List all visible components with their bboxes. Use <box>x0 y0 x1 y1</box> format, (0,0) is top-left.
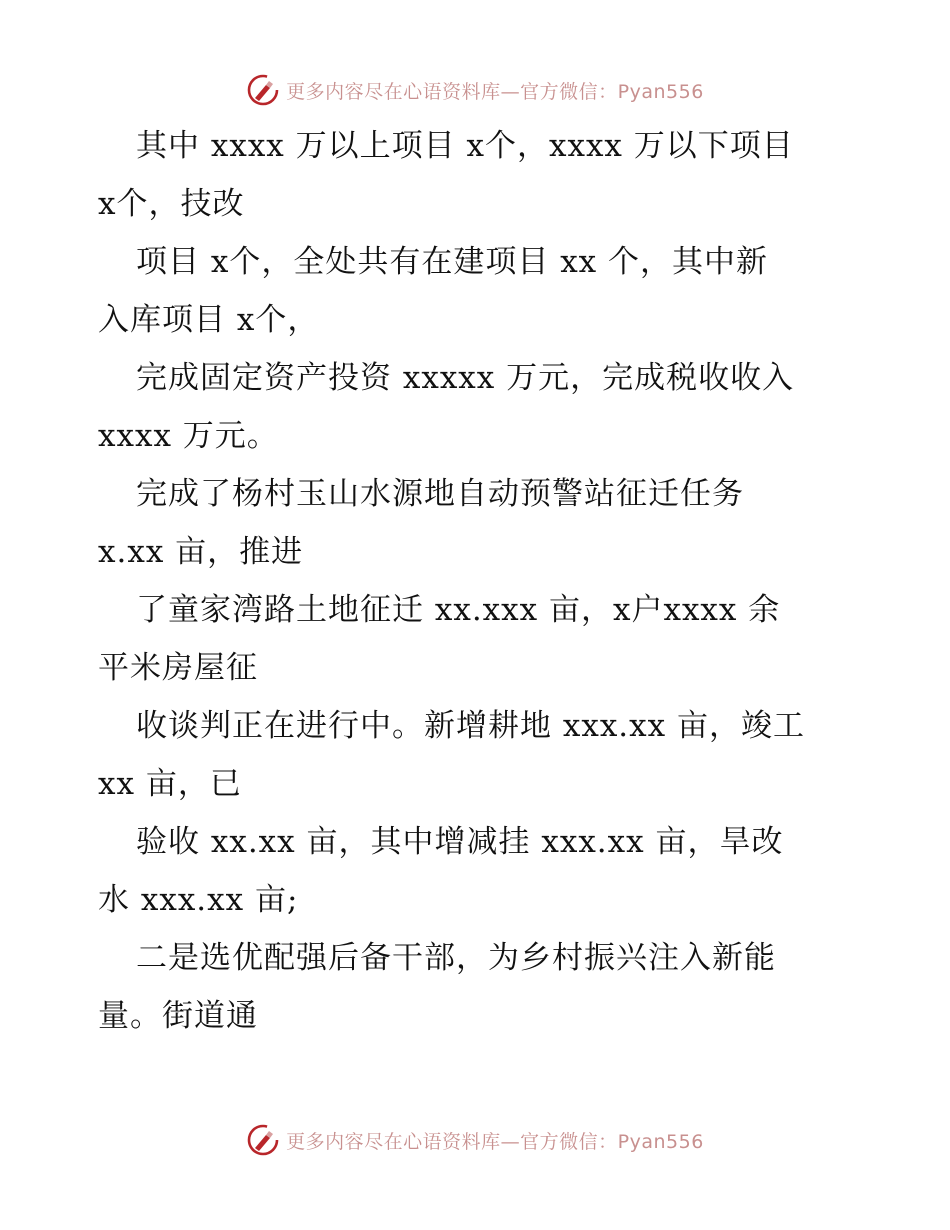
text-line: 项目 x个，全处共有在建项目 xx 个，其中新 <box>136 244 769 280</box>
text-line: x个，技改 <box>98 186 245 222</box>
text-line: 收谈判正在进行中。新增耕地 xxx.xx 亩，竣工 <box>136 708 805 744</box>
text-line: 了童家湾路土地征迁 xx.xxx 亩，x户xxxx 余 <box>136 592 781 628</box>
pen-logo-icon <box>246 1123 280 1157</box>
pen-logo-icon <box>246 73 280 107</box>
wechat-id: Pyan556 <box>617 1130 704 1153</box>
watermark-text: 更多内容尽在心语资料库—官方微信：Pyan556 <box>286 80 704 103</box>
header-watermark <box>0 70 950 110</box>
text-line: 入库项目 x个， <box>98 302 320 338</box>
text-line: x.xx 亩，推进 <box>98 534 304 570</box>
text-line: 其中 xxxx 万以上项目 x个，xxxx 万以下项目 <box>136 128 794 164</box>
text-line: xxxx 万元。 <box>98 418 279 454</box>
text-line: 完成了杨村玉山水源地自动预警站征迁任务 <box>136 476 744 512</box>
text-line: 二是选优配强后备干部，为乡村振兴注入新能 <box>136 940 776 976</box>
text-line: xx 亩，已 <box>98 766 242 802</box>
text-line: 验收 xx.xx 亩，其中增减挂 xxx.xx 亩，旱改 <box>136 824 784 860</box>
text-line: 水 xxx.xx 亩; <box>98 882 299 918</box>
text-line: 平米房屋征 <box>98 650 258 686</box>
text-line: 量。街道通 <box>98 998 258 1034</box>
document-body <box>98 117 858 1045</box>
watermark-text: 更多内容尽在心语资料库—官方微信：Pyan556 <box>286 1130 704 1153</box>
text-line: 完成固定资产投资 xxxxx 万元，完成税收收入 <box>136 360 795 396</box>
wechat-id: Pyan556 <box>617 80 704 103</box>
footer-watermark <box>0 1120 950 1160</box>
